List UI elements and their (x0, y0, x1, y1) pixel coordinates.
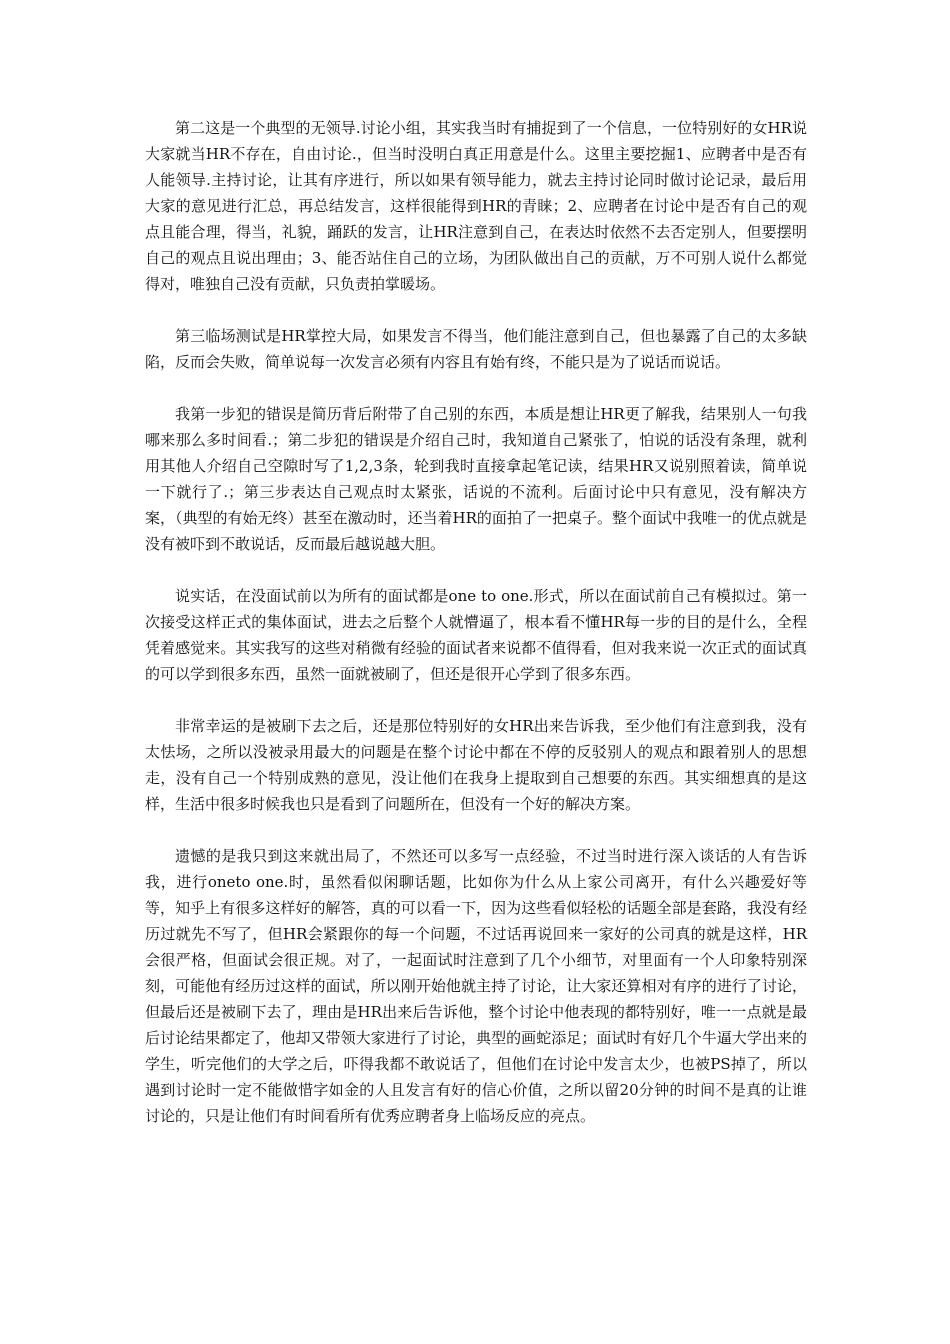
paragraph-4: 说实话，在没面试前以为所有的面试都是one to one.形式，所以在面试前自己有模拟过。第一次接受这样正式的集体面试，进去之后整个人就懵逼了，根本看不懂HR每一步的目的是什么，全程凭着感觉来。其实我写的这些对稍微有经验的面试者来说都不值得看，但对我来说一次正式的面试真的可以学到很多东西，虽然一面就被刷了，但还是很开心学到了很多东西。 (145, 587, 807, 683)
paragraph-2: 第三临场测试是HR掌控大局，如果发言不得当，他们能注意到自己，但也暴露了自己的太多缺陷，反而会失败，简单说每一次发言必须有内容且有始有终，不能只是为了说话而说话。 (145, 327, 807, 371)
paragraph-1: 第二这是一个典型的无领导.讨论小组，其实我当时有捕捉到了一个信息，一位特别好的女HR说大家就当HR不存在，自由讨论.，但当时没明白真正用意是什么。这里主要挖掘1、应聘者中是否有人能领导.主持讨论，让其有序进行，所以如果有领导能力，就去主持讨论同时做讨论记录，最后用大家的意见进行汇总，再总结发言，这样很能得到HR的青睐；2、应聘者在讨论中是否有自己的观点且能合理，得当，礼貌，踊跃的发言，让HR注意到自己，在表达时依然不去否定别人，但要摆明自己的观点且说出理由；3、能否站住自己的立场，为团队做出自己的贡献，万不可别人说什么都觉得对，唯独自己没有贡献，只负责拍掌暖场。 (145, 119, 807, 293)
paragraph-3: 我第一步犯的错误是简历背后附带了自己别的东西，本质是想让HR更了解我，结果别人一句我哪来那么多时间看.；第二步犯的错误是介绍自己时，我知道自己紧张了，怕说的话没有条理，就利用其他人介绍自己空隙时写了1,2,3条，轮到我时直接拿起笔记读，结果HR又说别照着读，简单说一下就行了.；第三步表达自己观点时太紧张，话说的不流利。后面讨论中只有意见，没有解决方案，（典型的有始无终）甚至在激动时，还当着HR的面拍了一把桌子。整个面试中我唯一的优点就是没有被吓到不敢说话，反而最后越说越大胆。 (145, 405, 807, 553)
paragraph-5: 非常幸运的是被刷下去之后，还是那位特别好的女HR出来告诉我，至少他们有注意到我，没有太怯场，之所以没被录用最大的问题是在整个讨论中都在不停的反驳别人的观点和跟着别人的思想走，没有自己一个特别成熟的意见，没让他们在我身上提取到自己想要的东西。其实细想真的是这样，生活中很多时候我也只是看到了问题所在，但没有一个好的解决方案。 (145, 717, 807, 813)
document-body (145, 115, 807, 1155)
paragraph-6: 遗憾的是我只到这来就出局了，不然还可以多写一点经验，不过当时进行深入谈话的人有告诉我，进行oneto one.时，虽然看似闲聊话题，比如你为什么从上家公司离开，有什么兴趣爱好等等，知乎上有很多这样好的解答，真的可以看一下，因为这些看似轻松的话题全部是套路，我没有经历过就先不写了，但HR会紧跟你的每一个问题，不过话再说回来一家好的公司真的就是这样，HR会很严格，但面试会很正规。对了，一起面试时注意到了几个小细节，对里面有一个人印象特别深刻，可能他有经历过这样的面试，所以刚开始他就主持了讨论，让大家还算相对有序的进行了讨论，但最后还是被刷下去了，理由是HR出来后告诉他，整个讨论中他表现的都特别好，唯一一点就是最后讨论结果都定了，他却又带领大家进行了讨论，典型的画蛇添足；面试时有好几个牛逼大学出来的学生，听完他们的大学之后，吓得我都不敢说话了，但他们在讨论中发言太少，也被PS掉了，所以遇到讨论时一定不能做惜字如金的人且发言有好的信心价值，之所以留20分钟的时间不是真的让谁讨论的，只是让他们有时间看所有优秀应聘者身上临场反应的亮点。 (145, 847, 807, 1125)
